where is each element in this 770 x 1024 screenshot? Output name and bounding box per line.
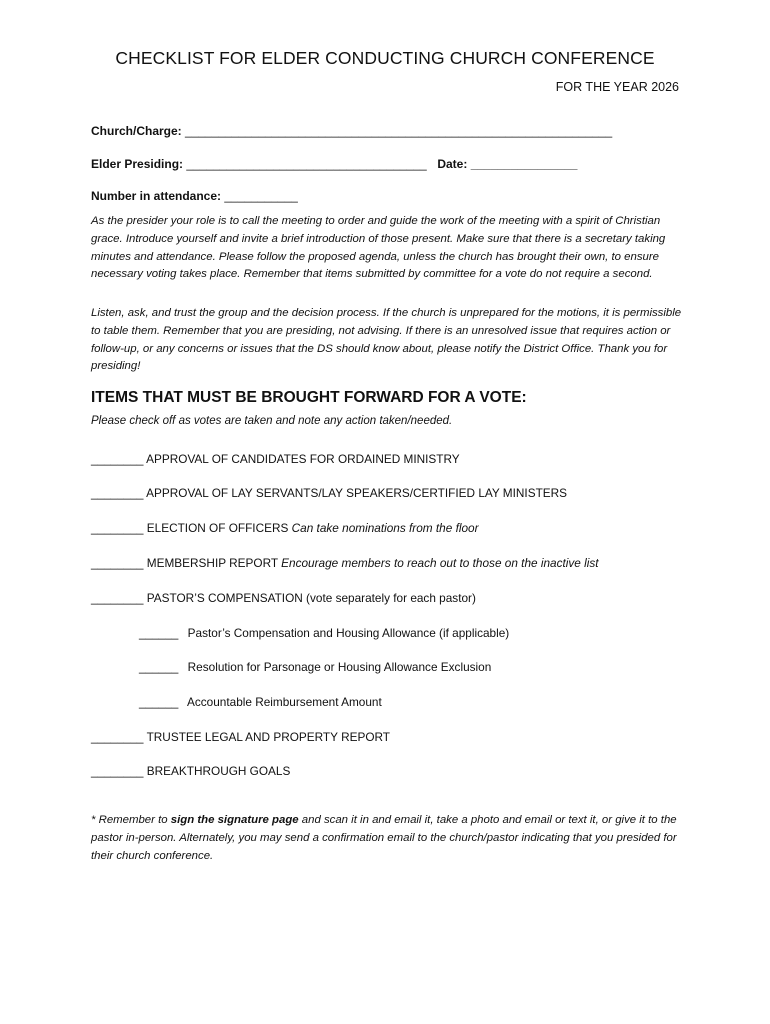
vote-section-heading: ITEMS THAT MUST BE BROUGHT FORWARD FOR A VOTE: — [91, 389, 527, 406]
footer-note — [91, 812, 681, 865]
checkoff-blank[interactable]: ________ — [91, 486, 144, 500]
attendance-blank[interactable]: ___________ — [224, 189, 298, 203]
footer-suffix: and scan it in and email it, take a photo and email or text it, or give it to the pastor in-person. Alternately, you may send a confirmation email to the church/pastor indicating that you presided for their church conference. — [91, 814, 677, 862]
vote-subitem — [139, 626, 509, 640]
checkoff-blank[interactable]: ________ — [91, 591, 144, 605]
vote-item — [91, 556, 599, 570]
vote-item-label: BREAKTHROUGH GOALS — [146, 764, 291, 778]
intro-paragraph-2: Listen, ask, and trust the group and the decision process. If the church is unprepared for the motions, it is permissible to table them. Remember that you are presiding, not advising. If there is an unresolved issue that requires action or follow-up, or any concerns or issues that the DS should know about, please notify the District Office. Thank you for presiding! — [91, 307, 682, 373]
attendance-label: Number in attendance: — [91, 189, 222, 203]
vote-item-label: APPROVAL OF CANDIDATES FOR ORDAINED MINISTRY — [146, 452, 460, 466]
date-blank[interactable]: ________________ — [470, 157, 578, 171]
vote-item-label: TRUSTEE LEGAL AND PROPERTY REPORT — [146, 730, 391, 744]
footer-prefix: * Remember to — [91, 814, 171, 826]
page-title: CHECKLIST FOR ELDER CONDUCTING CHURCH CONFERENCE — [115, 48, 655, 68]
vote-item-label: ELECTION OF OFFICERS — [146, 521, 289, 535]
vote-subitem — [139, 695, 382, 709]
vote-item-label: MEMBERSHIP REPORT — [146, 556, 278, 570]
vote-subitem — [139, 660, 491, 674]
vote-item — [91, 764, 290, 778]
elder-presiding-label: Elder Presiding: — [91, 157, 184, 171]
vote-item-label: Resolution for Parsonage or Housing Allowance Exclusion — [187, 660, 492, 674]
vote-item-note: Encourage members to reach out to those on the inactive list — [281, 556, 599, 570]
vote-item-label: APPROVAL OF LAY SERVANTS/LAY SPEAKERS/CERTIFIED LAY MINISTERS — [146, 486, 568, 500]
vote-item — [91, 730, 390, 744]
footer-bold: sign the signature page — [170, 814, 299, 826]
checkoff-blank[interactable]: ________ — [91, 521, 144, 535]
attendance-field — [91, 189, 298, 203]
vote-item — [91, 486, 567, 500]
church-charge-field — [91, 124, 612, 138]
vote-item-label: Accountable Reimbursement Amount — [187, 695, 382, 709]
checkoff-blank[interactable]: ________ — [91, 556, 144, 570]
elder-presiding-field — [91, 157, 577, 171]
checkoff-blank[interactable]: ______ — [139, 626, 179, 640]
date-label: Date: — [437, 157, 468, 171]
church-charge-blank[interactable]: ________________________________________________________________ — [185, 124, 613, 138]
elder-presiding-blank[interactable]: ____________________________________ — [186, 157, 427, 171]
checkoff-blank[interactable]: ________ — [91, 452, 144, 466]
checkoff-blank[interactable]: ______ — [139, 695, 179, 709]
vote-item — [91, 452, 460, 466]
vote-item-note: Can take nominations from the floor — [291, 521, 479, 535]
vote-item-label: PASTOR’S COMPENSATION (vote separately for each pastor) — [146, 591, 476, 605]
church-charge-label: Church/Charge: — [91, 124, 182, 138]
vote-item-label: Pastor’s Compensation and Housing Allowance (if applicable) — [187, 626, 510, 640]
vote-item — [91, 521, 479, 535]
vote-item — [91, 591, 476, 605]
checkoff-blank[interactable]: ________ — [91, 764, 144, 778]
checkoff-blank[interactable]: ________ — [91, 730, 144, 744]
vote-section-instruction: Please check off as votes are taken and note any action taken/needed. — [91, 415, 453, 427]
intro-paragraph-1: As the presider your role is to call the meeting to order and guide the work of the meeting with a spirit of Christian grace. Introduce yourself and invite a brief introduction of those present. Make sure that there is a secretary taking minutes and attendance. Please follow the proposed agenda, unless the church has brought their own, to ensure necessary voting takes place. Remember that items submitted by committee for a vote do not require a second. — [91, 215, 666, 281]
checkoff-blank[interactable]: ______ — [139, 660, 179, 674]
year-label: FOR THE YEAR 2026 — [555, 80, 679, 94]
